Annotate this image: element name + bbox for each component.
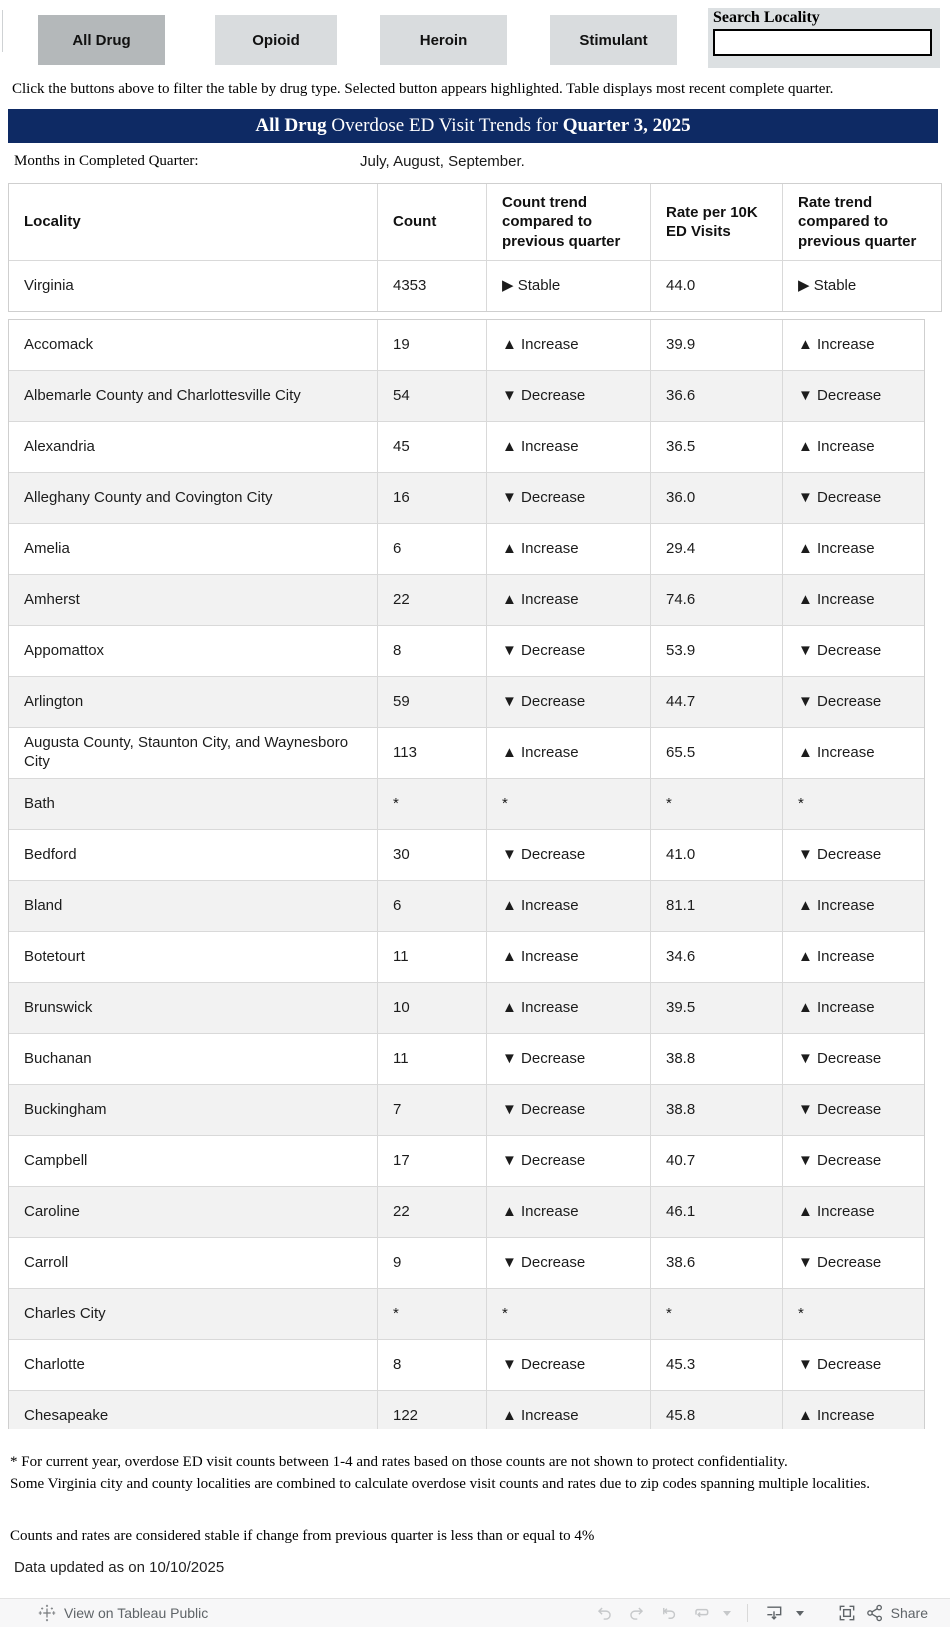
column-header-rate[interactable]: Rate per 10K ED Visits (651, 184, 783, 260)
cell-locality: Arlington (9, 677, 378, 727)
cell-rate-trend: ▶ Stable (798, 276, 857, 294)
cell-count-trend: ▼ Decrease (487, 473, 651, 523)
view-on-tableau-link[interactable] (38, 1604, 208, 1622)
filter-button-opioid[interactable]: Opioid (215, 15, 337, 65)
cell-locality: Campbell (9, 1136, 378, 1186)
cell-rate-trend: ▼ Decrease (798, 845, 882, 863)
cell-rate: 36.5 (651, 422, 783, 472)
cell-rate-trend: ▼ Decrease (798, 1253, 882, 1271)
footnotes (10, 1451, 950, 1547)
cell-rate: 36.6 (651, 371, 783, 421)
search-locality-label: Search Locality (713, 9, 820, 26)
table-row[interactable] (9, 1034, 924, 1085)
cell-count-trend: ▼ Decrease (487, 1085, 651, 1135)
table-row[interactable] (9, 422, 924, 473)
table-row[interactable] (9, 830, 924, 881)
cell-count: 113 (378, 728, 487, 778)
cell-count-trend: ▼ Decrease (487, 626, 651, 676)
fullscreen-icon[interactable] (833, 1601, 861, 1625)
data-updated-text: Data updated as on 10/10/2025 (14, 1559, 225, 1576)
cell-count-trend: ▼ Decrease (487, 1034, 651, 1084)
cell-count: 45 (378, 422, 487, 472)
cell-count: 16 (378, 473, 487, 523)
cell-rate-trend: ▲ Increase (798, 539, 875, 557)
cell-locality: Buckingham (9, 1085, 378, 1135)
left-scrollbar-hint (2, 10, 3, 52)
cell-count-trend: ▼ Decrease (487, 1136, 651, 1186)
search-locality-input[interactable] (713, 29, 932, 56)
cell-count-trend: ▲ Increase (487, 524, 651, 574)
banner-middle-text: Overdose ED Visit Trends for (326, 115, 563, 136)
cell-locality: Albemarle County and Charlottesville City (9, 371, 378, 421)
cell-rate: 74.6 (651, 575, 783, 625)
cell-count-trend: ▲ Increase (487, 932, 651, 982)
footnote-confidentiality: * For current year, overdose ED visit counts between 1-4 and rates based on those counts are not shown to protect confidentiality. (10, 1454, 788, 1470)
table-row[interactable] (9, 1289, 924, 1340)
months-value: July, August, September. (360, 153, 525, 170)
cell-rate-trend: ▲ Increase (798, 947, 875, 965)
cell-rate-trend: ▼ Decrease (798, 692, 882, 710)
cell-count-trend: ▲ Increase (487, 422, 651, 472)
filter-button-all-drug[interactable]: All Drug (38, 15, 165, 65)
table-row[interactable] (9, 575, 924, 626)
cell-count: 22 (378, 575, 487, 625)
cell-rate: 65.5 (651, 728, 783, 778)
table-row[interactable] (9, 1391, 924, 1429)
cell-rate: 53.9 (651, 626, 783, 676)
cell-rate-trend: ▼ Decrease (798, 488, 882, 506)
cell-locality: Amherst (9, 575, 378, 625)
cell-count: 9 (378, 1238, 487, 1288)
table-row[interactable] (9, 1340, 924, 1391)
refresh-icon[interactable] (687, 1601, 715, 1625)
cell-count: 59 (378, 677, 487, 727)
cell-count: 17 (378, 1136, 487, 1186)
cell-rate: * (651, 779, 783, 829)
cell-rate-trend: ▲ Increase (798, 998, 875, 1016)
cell-rate: 38.8 (651, 1085, 783, 1135)
banner-quarter: Quarter 3, 2025 (562, 115, 691, 136)
cell-locality: Alexandria (9, 422, 378, 472)
undo-icon[interactable] (591, 1601, 619, 1625)
share-icon (865, 1603, 885, 1623)
tableau-logo-icon (38, 1604, 56, 1622)
search-panel (708, 8, 940, 68)
download-icon[interactable] (760, 1601, 788, 1625)
cell-count-trend: ▲ Increase (487, 1391, 651, 1429)
footnote-stable-definition: Counts and rates are considered stable if change from previous quarter is less than or equal to 4% (10, 1528, 595, 1544)
cell-rate-trend: ▲ Increase (798, 1202, 875, 1220)
cell-count: 6 (378, 881, 487, 931)
cell-rate-trend: ▲ Increase (798, 335, 875, 353)
share-label: Share (890, 1605, 928, 1621)
cell-rate: 29.4 (651, 524, 783, 574)
column-header-count[interactable]: Count (378, 184, 487, 260)
filter-bar (0, 0, 950, 68)
cell-count-trend: ▲ Increase (487, 320, 651, 370)
cell-count: 19 (378, 320, 487, 370)
cell-count: 4353 (378, 261, 487, 311)
cell-count-trend: ▼ Decrease (487, 1238, 651, 1288)
cell-rate-trend: * (798, 794, 804, 812)
table-row[interactable] (9, 524, 924, 575)
virginia-summary-row[interactable] (9, 261, 941, 311)
cell-locality: Bath (9, 779, 378, 829)
table-row[interactable] (9, 728, 924, 779)
table-header-row (9, 184, 941, 261)
table-row[interactable] (9, 1085, 924, 1136)
locality-table[interactable] (8, 319, 925, 1429)
cell-count-trend: ▼ Decrease (487, 371, 651, 421)
cell-count-trend: ▲ Increase (487, 983, 651, 1033)
cell-count: * (378, 1289, 487, 1339)
cell-rate: 45.8 (651, 1391, 783, 1429)
table-row[interactable] (9, 1136, 924, 1187)
state-summary-table (8, 183, 942, 312)
cell-count: 10 (378, 983, 487, 1033)
cell-count: 11 (378, 1034, 487, 1084)
cell-locality: Buchanan (9, 1034, 378, 1084)
cell-rate-trend: ▲ Increase (798, 896, 875, 914)
footnote-combined-localities: Some Virginia city and county localities are combined to calculate overdose visit counts and rates due to zip codes spanning multiple localities. (10, 1476, 870, 1492)
cell-rate: 81.1 (651, 881, 783, 931)
cell-locality: Carroll (9, 1238, 378, 1288)
cell-locality: Augusta County, Staunton City, and Waynesboro City (9, 728, 378, 778)
footer-toolbar (591, 1601, 928, 1625)
cell-rate: 36.0 (651, 473, 783, 523)
cell-rate: 44.7 (651, 677, 783, 727)
cell-rate: 44.0 (651, 261, 783, 311)
months-label: Months in Completed Quarter: (14, 153, 199, 169)
table-row[interactable] (9, 779, 924, 830)
cell-rate-trend: ▼ Decrease (798, 386, 882, 404)
cell-rate-trend: ▼ Decrease (798, 1355, 882, 1373)
cell-rate: 39.9 (651, 320, 783, 370)
tableau-footer (0, 1598, 950, 1627)
refresh-caret-icon[interactable] (719, 1601, 735, 1625)
table-row[interactable] (9, 371, 924, 422)
cell-locality: Caroline (9, 1187, 378, 1237)
quarter-months-row (0, 153, 950, 173)
table-row[interactable] (9, 320, 924, 371)
cell-locality: Charlotte (9, 1340, 378, 1390)
cell-locality: Bedford (9, 830, 378, 880)
cell-count-trend: ▶ Stable (487, 261, 651, 311)
column-header-locality[interactable]: Locality (9, 184, 378, 260)
table-row[interactable] (9, 677, 924, 728)
download-caret-icon[interactable] (792, 1601, 808, 1625)
share-button[interactable] (865, 1603, 928, 1623)
view-on-tableau-label: View on Tableau Public (64, 1605, 209, 1621)
cell-rate-trend: ▼ Decrease (798, 1049, 882, 1067)
filter-instruction-text: Click the buttons above to filter the table by drug type. Selected button appears highlighted. Table displays most recent complete quarter. (12, 81, 834, 97)
cell-rate: * (651, 1289, 783, 1339)
cell-rate-trend: ▲ Increase (798, 437, 875, 455)
cell-count-trend: ▲ Increase (487, 575, 651, 625)
cell-rate: 34.6 (651, 932, 783, 982)
footer-divider (747, 1604, 748, 1622)
table-row[interactable] (9, 1238, 924, 1289)
cell-count-trend: ▲ Increase (487, 1187, 651, 1237)
cell-count-trend: * (487, 779, 651, 829)
table-row[interactable] (9, 1187, 924, 1238)
table-row[interactable] (9, 881, 924, 932)
banner-drug-type: All Drug (255, 115, 327, 136)
cell-count-trend: ▼ Decrease (487, 677, 651, 727)
cell-locality: Chesapeake (9, 1391, 378, 1429)
cell-count: 7 (378, 1085, 487, 1135)
cell-count: 11 (378, 932, 487, 982)
cell-count: 8 (378, 1340, 487, 1390)
cell-rate-trend: ▼ Decrease (798, 1151, 882, 1169)
cell-rate: 45.3 (651, 1340, 783, 1390)
table-row[interactable] (9, 626, 924, 677)
cell-rate: 40.7 (651, 1136, 783, 1186)
cell-count: 6 (378, 524, 487, 574)
footer-divider (820, 1604, 821, 1622)
filter-button-stimulant[interactable]: Stimulant (550, 15, 677, 65)
table-row[interactable] (9, 473, 924, 524)
cell-count-trend: ▼ Decrease (487, 830, 651, 880)
cell-rate-trend: ▼ Decrease (798, 1100, 882, 1118)
cell-rate: 39.5 (651, 983, 783, 1033)
cell-locality: Botetourt (9, 932, 378, 982)
table-row[interactable] (9, 932, 924, 983)
cell-count: 8 (378, 626, 487, 676)
cell-locality: Appomattox (9, 626, 378, 676)
cell-rate-trend: ▲ Increase (798, 1406, 875, 1424)
column-header-count-trend[interactable]: Count trend compared to previous quarter (487, 184, 651, 260)
table-row[interactable] (9, 983, 924, 1034)
report-title-banner (8, 109, 938, 143)
cell-count-trend: ▲ Increase (487, 881, 651, 931)
cell-rate: 38.6 (651, 1238, 783, 1288)
cell-count-trend: * (487, 1289, 651, 1339)
cell-count: * (378, 779, 487, 829)
cell-locality: Virginia (9, 261, 378, 311)
filter-button-heroin[interactable]: Heroin (380, 15, 507, 65)
cell-count: 122 (378, 1391, 487, 1429)
cell-locality: Alleghany County and Covington City (9, 473, 378, 523)
revert-icon[interactable] (655, 1601, 683, 1625)
cell-rate: 41.0 (651, 830, 783, 880)
cell-rate-trend: ▼ Decrease (798, 641, 882, 659)
cell-locality: Bland (9, 881, 378, 931)
cell-locality: Brunswick (9, 983, 378, 1033)
cell-rate: 38.8 (651, 1034, 783, 1084)
cell-count-trend: ▼ Decrease (487, 1340, 651, 1390)
cell-rate: 46.1 (651, 1187, 783, 1237)
cell-rate-trend: * (798, 1304, 804, 1322)
cell-locality: Amelia (9, 524, 378, 574)
cell-rate-trend: ▲ Increase (798, 743, 875, 761)
cell-count: 22 (378, 1187, 487, 1237)
cell-count: 54 (378, 371, 487, 421)
cell-locality: Charles City (9, 1289, 378, 1339)
cell-count: 30 (378, 830, 487, 880)
column-header-rate-trend[interactable]: Rate trend compared to previous quarter (798, 193, 917, 250)
cell-count-trend: ▲ Increase (487, 728, 651, 778)
cell-rate-trend: ▲ Increase (798, 590, 875, 608)
cell-locality: Accomack (9, 320, 378, 370)
redo-icon[interactable] (623, 1601, 651, 1625)
